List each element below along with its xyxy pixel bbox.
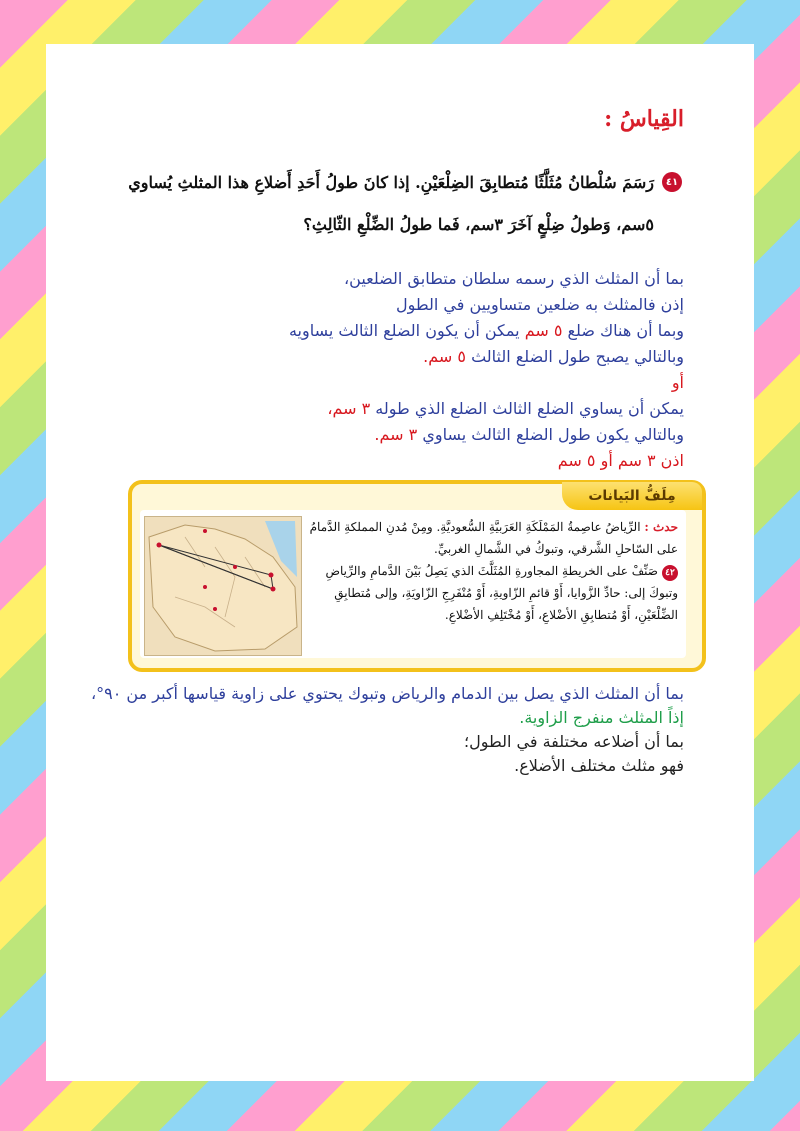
answer-value: ٥ سم [524,321,563,340]
map-point [271,587,276,592]
data-file-header: مِلَفُّ البَيانات [562,482,702,510]
question-number-badge: ٤١ [662,172,682,192]
map-point [233,565,237,569]
map-point [203,585,207,589]
question-42-paragraph [306,560,678,626]
answer-value: ٣ سم. [374,425,418,444]
answer-text: وبالتالي يصبح طول الضلع الثالث [466,347,684,366]
event-label: حدث : [644,520,678,534]
worksheet-page [46,44,754,1081]
answer-text: وبالتالي يكون طول الضلع الثالث يساوي [417,425,684,444]
section-title: القِياسُ : [604,106,684,132]
map-point [213,607,217,611]
answer-line: بما أن المثلث الذي رسمه سلطان متطابق الضلعين، [343,269,684,288]
map-point [203,529,207,533]
event-text: الرِّياضُ عاصِمةُ المَمْلَكَةِ العَرَبيَّةِ السُّعوديَّةِ. ومِنْ مُدنِ المملكةِ الدَّمامُ على السّاحلِ الشَّرقي، وتبوكُ في الشَّمالِ الغربيِّ. [309,520,678,556]
event-paragraph [306,516,678,560]
data-file-box [128,480,706,672]
answer-line [84,396,684,422]
answer-line: إذاً المثلث منفرج الزاوية. [519,708,684,727]
answer-text: وبما أن هناك ضلع [562,321,684,340]
data-file-text [306,516,678,626]
answer-line: أو [671,373,684,392]
answer-line: فهو مثلث مختلف الأضلاع. [514,756,684,775]
map-drawing [145,517,301,655]
answer-line [84,318,684,344]
question-text: رَسَمَ سُلْطانُ مُثَلَّثًا مُتطابِقَ الضِلْعَيْنِ. إذا كانَ طولُ أَحَدِ أَضلاعِ هذا المثلثِ يُساوي ٥سم، وَطولُ ضِلْعٍ آخَرَ ٣سم، فَما طولُ الضِّلْعِ الثّالِثِ؟ [128,173,654,234]
answer-line: بما أن المثلث الذي يصل بين الدمام والرياض وتبوك يحتوي على زاوية قياسها أكبر من ٩٠°، [90,684,684,703]
data-file-content [140,510,686,658]
saudi-map-image [144,516,302,656]
answer-line: بما أن أضلاعه مختلفة في الطول؛ [463,732,684,751]
map-point [157,543,162,548]
answer-line [84,344,684,370]
answer-block-1 [84,266,684,474]
map-point [269,573,274,578]
answer-text: يمكن أن يكون الضلع الثالث يساويه [288,321,525,340]
answer-line: إذن فالمثلث به ضلعين متساويين في الطول [395,295,684,314]
answer-text: يمكن أن يساوي الضلع الثالث الضلع الذي طوله [370,399,684,418]
answer-line: اذن ٣ سم أو ٥ سم [557,451,684,470]
answer-block-2 [74,682,684,778]
answer-value: ٣ سم، [327,399,371,418]
question-42-badge: ٤٢ [662,565,678,581]
answer-line [84,422,684,448]
question-42-text: صَنِّفْ على الخريطةِ المجاورةِ المُثَلَّثَ الذي يَصِلُ بَيْنَ الدَّمامِ والرِّياضِ وتبوكَ إلى: حادِّ الزَّوايا، أَوْ قائمِ الزّاويةِ، أَوْ مُنْفَرِجِ الزّاويَةِ، وإلى مُتطابِقِ الضِّلْعَيْنِ، أَوْ مُتطابِقِ الأضْلاعِ، أَوْ مُخْتَلِفِ الأضْلاعِ. [325,564,678,622]
answer-value: ٥ سم. [423,347,466,366]
